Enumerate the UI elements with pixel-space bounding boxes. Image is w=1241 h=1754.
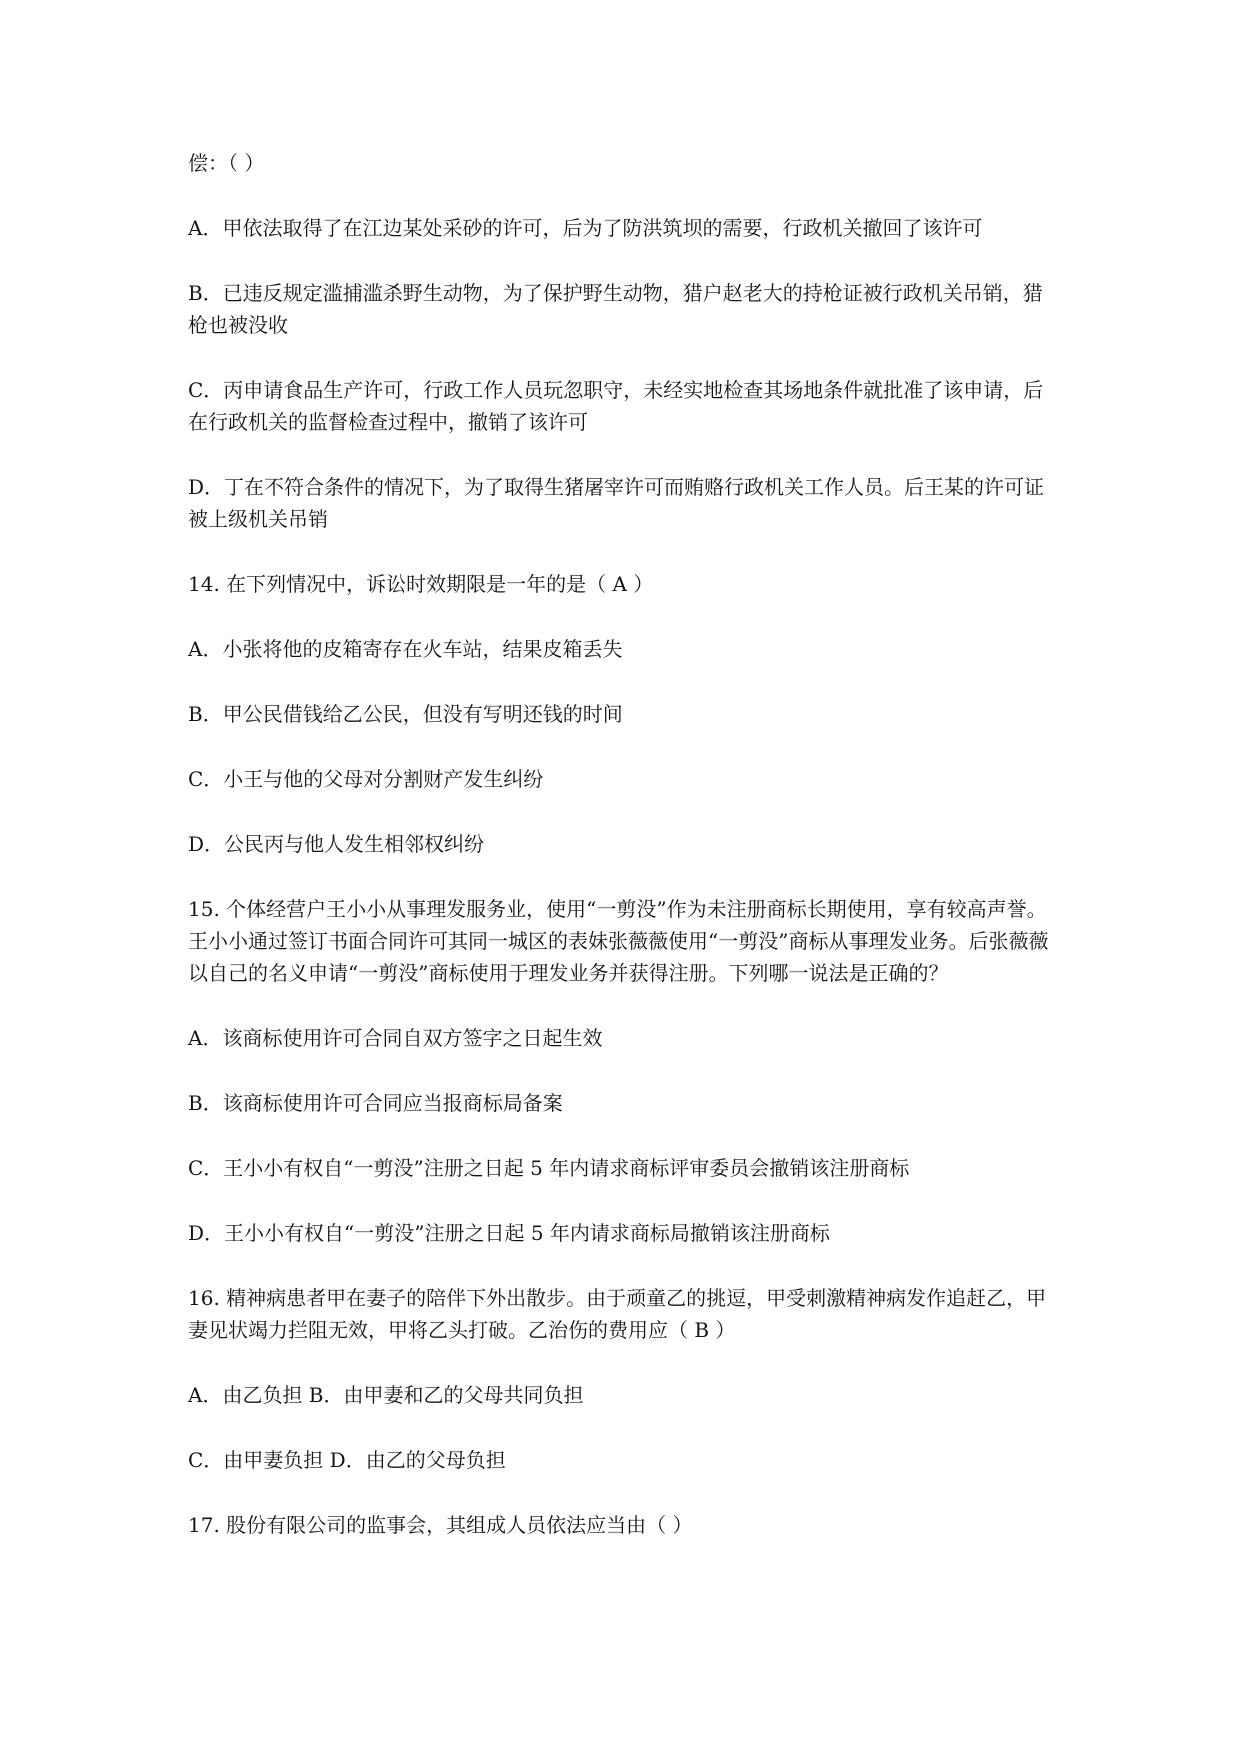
question-13-option-c: C．丙申请食品生产许可，行政工作人员玩忽职守，未经实地检查其场地条件就批准了该申请，后在行政机关的监督检查过程中，撤销了该许可 [188, 378, 1044, 434]
question-13-stem-tail: 偿：（ ） [188, 151, 265, 175]
question-15-option-d: D．王小小有权自“一剪没”注册之日起 5 年内请求商标局撤销该注册商标 [188, 1221, 830, 1245]
question-14-stem: 14. 在下列情况中，诉讼时效期限是一年的是（ A ） [188, 572, 654, 596]
question-16-options-c-d: C．由甲妻负担 D．由乙的父母负担 [188, 1448, 506, 1472]
question-15-option-c: C．王小小有权自“一剪没”注册之日起 5 年内请求商标评审委员会撤销该注册商标 [188, 1156, 910, 1180]
question-17-stem: 17. 股份有限公司的监事会，其组成人员依法应当由（ ） [188, 1513, 693, 1537]
question-13-option-b: B．已违反规定滥捕滥杀野生动物，为了保护野生动物，猎户赵老大的持枪证被行政机关吊销，猎枪也被没收 [188, 281, 1043, 337]
question-15-option-b: B．该商标使用许可合同应当报商标局备案 [188, 1091, 563, 1115]
document-body [188, 147, 1060, 1574]
question-14-option-b: B．甲公民借钱给乙公民，但没有写明还钱的时间 [188, 702, 623, 726]
question-15-option-a: A．该商标使用许可合同自双方签字之日起生效 [188, 1026, 603, 1050]
question-14-option-c: C．小王与他的父母对分割财产发生纠纷 [188, 767, 544, 791]
question-13-option-d: D．丁在不符合条件的情况下，为了取得生猪屠宰许可而贿赂行政机关工作人员。后王某的许可证被上级机关吊销 [188, 475, 1045, 531]
question-16-options-a-b: A．由乙负担 B．由甲妻和乙的父母共同负担 [188, 1383, 584, 1407]
question-13-option-a: A．甲依法取得了在江边某处采砂的许可，后为了防洪筑坝的需要，行政机关撤回了该许可 [188, 216, 983, 240]
question-16-stem: 16. 精神病患者甲在妻子的陪伴下外出散步。由于顽童乙的挑逗，甲受刺激精神病发作追赶乙，甲妻见状竭力拦阻无效，甲将乙头打破。乙治伤的费用应（ B ） [188, 1286, 1047, 1342]
question-15-stem: 15. 个体经营户王小小从事理发服务业，使用“一剪没”作为未注册商标长期使用，享有较高声誉。王小小通过签订书面合同许可其同一城区的表妹张薇薇使用“一剪没”商标从事理发业务。后张薇薇以自己的名义申请“一剪没”商标使用于理发业务并获得注册。下列哪一说法是正确的？ [188, 897, 1049, 985]
question-14-option-a: A．小张将他的皮箱寄存在火车站，结果皮箱丢失 [188, 637, 623, 661]
question-14-option-d: D．公民丙与他人发生相邻权纠纷 [188, 832, 485, 856]
